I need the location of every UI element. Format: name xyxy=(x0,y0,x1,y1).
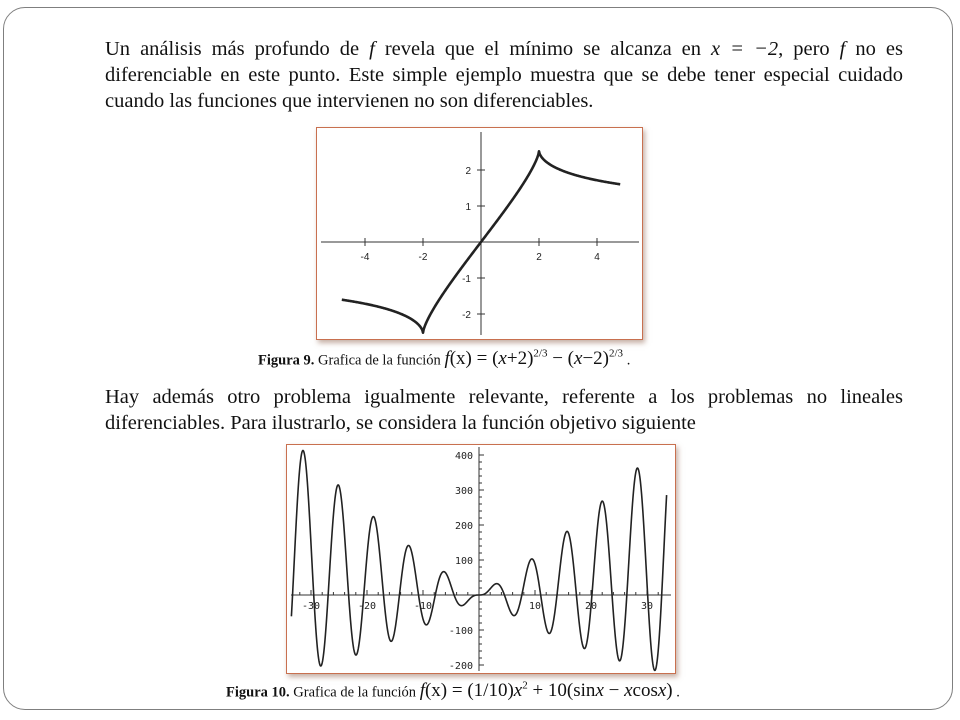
y-tick-label: 2 xyxy=(465,166,471,177)
y-tick-label: -1 xyxy=(462,274,471,285)
f9-f: f xyxy=(444,348,450,370)
f9-eq: = ( xyxy=(471,348,499,370)
figure-9-caption xyxy=(258,348,630,370)
x-tick-label: 2 xyxy=(536,252,542,263)
x-tick-label: -2 xyxy=(418,252,428,263)
x-tick-label: 20 xyxy=(584,601,598,612)
x-tick-label: 4 xyxy=(594,252,600,263)
figure-10-graph xyxy=(286,444,676,674)
f10-x1: x xyxy=(513,680,523,702)
f10-x4: x xyxy=(657,680,667,702)
paragraph-1-text-a: Un análisis más profundo de xyxy=(105,38,370,60)
f10-close: ) xyxy=(666,680,673,702)
f9-arg: (x) xyxy=(449,348,472,370)
f10-f: f xyxy=(419,680,425,702)
y-tick-label: -2 xyxy=(462,310,471,321)
figure-9-label: Figura 9. xyxy=(258,352,315,369)
x-tick-label: 10 xyxy=(528,601,542,612)
f10-sq: 2 xyxy=(522,680,528,692)
f9-exp1: 2/3 xyxy=(533,348,548,360)
f9-x2: x xyxy=(574,348,583,370)
figure-9-caption-text: Grafica de la función xyxy=(318,352,441,369)
paragraph-1-text-d: no es diferenciable en este punto. Este simple ejemplo muestra que se debe tener especial cuidado cuando las funciones que intervienen no son diferenciables. xyxy=(105,38,903,112)
math-f-2: f xyxy=(839,38,846,60)
figure-9-graph xyxy=(316,127,643,340)
figure-9-period: . xyxy=(626,352,631,369)
f9-minus: − ( xyxy=(547,348,575,370)
figure-9-formula xyxy=(444,348,623,369)
x-tick-label: -30 xyxy=(301,601,321,612)
f10-minus: − xyxy=(603,680,625,702)
figure-10-label: Figura 10. xyxy=(226,684,290,701)
y-tick-label: 400 xyxy=(454,451,473,462)
f10-x3: x xyxy=(624,680,633,702)
f9-x1: x xyxy=(498,348,507,370)
y-tick-label: 100 xyxy=(454,556,473,567)
figure-10-svg xyxy=(287,445,675,673)
paragraph-1-text-c: , pero xyxy=(778,38,840,60)
f9-plus2: +2) xyxy=(506,348,534,370)
math-x-equals-minus-2: x = −2 xyxy=(711,38,779,60)
x-tick-label: -4 xyxy=(360,252,370,263)
paragraph-2: Hay además otro problema igualmente relevante, referente a los problemas no lineales diferenciables. Para ilustrarlo, se considera la función objetivo siguiente xyxy=(105,386,903,434)
x-tick-label: -20 xyxy=(357,601,377,612)
figure-10-period: . xyxy=(676,684,680,701)
math-f: f xyxy=(369,38,375,60)
f10-eq: = (1/10) xyxy=(447,680,514,702)
y-tick-label: 300 xyxy=(454,486,473,497)
paragraph-1-text-b: revela que el mínimo se alcanza en xyxy=(374,38,712,60)
y-tick-label: -100 xyxy=(448,626,473,637)
y-tick-label: 200 xyxy=(454,521,473,532)
figure-10-formula xyxy=(420,680,673,701)
f9-minus2: −2) xyxy=(582,348,609,370)
x-tick-label: -10 xyxy=(413,601,433,612)
f10-x2: x xyxy=(595,680,604,702)
f10-cos: cos xyxy=(632,680,658,702)
y-tick-label: -200 xyxy=(448,661,473,672)
f10-sin: + 10(sin xyxy=(527,680,596,702)
f9-exp2: 2/3 xyxy=(609,348,624,360)
x-tick-label: 30 xyxy=(640,601,654,612)
figure-10-caption xyxy=(226,680,680,702)
paragraph-1 xyxy=(105,36,903,114)
y-tick-label: 1 xyxy=(465,202,471,213)
f10-arg: (x) xyxy=(424,680,448,702)
figure-9-svg xyxy=(317,128,642,339)
figure-10-caption-text: Grafica de la función xyxy=(293,684,417,701)
